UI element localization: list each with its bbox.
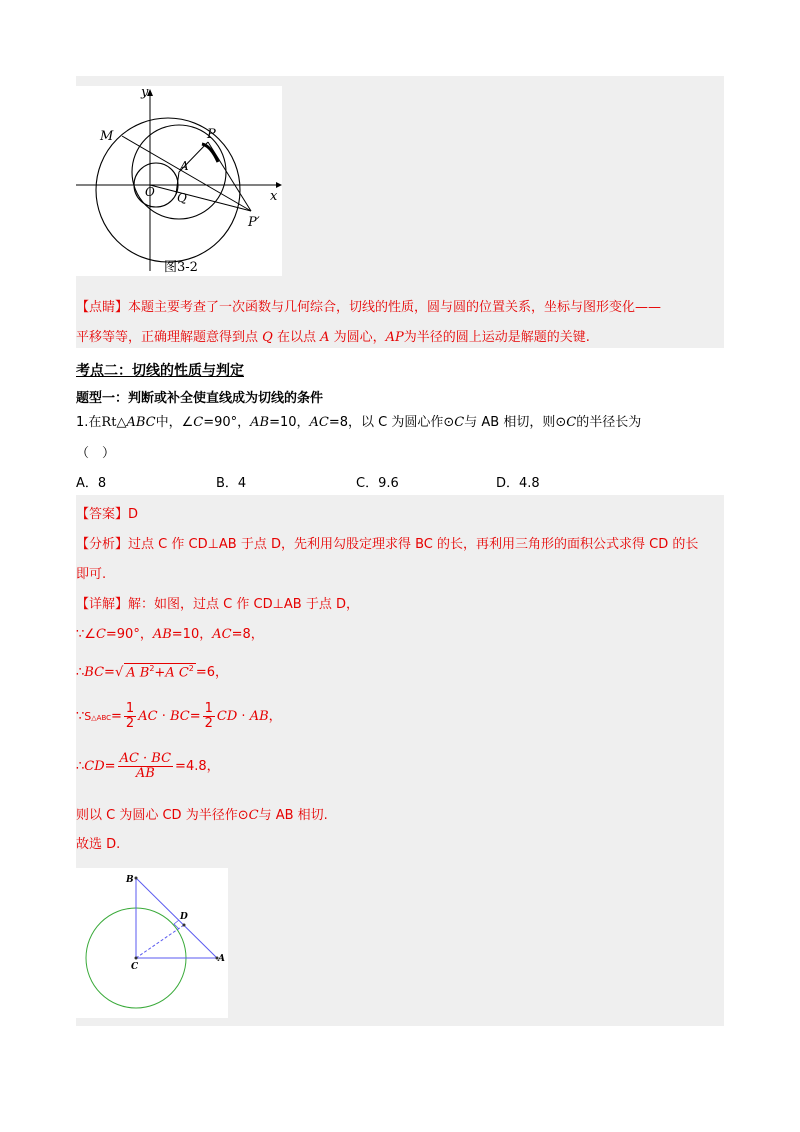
question-eq90: =90°， [203, 415, 251, 430]
question-options [76, 472, 724, 490]
therefore-symbol: ∴ [76, 665, 85, 680]
fig1-label-a: A [180, 159, 189, 173]
fig1-label-o: O [145, 185, 155, 199]
triangle-symbol: △ [116, 415, 127, 430]
option-c[interactable]: C．9.6 [356, 476, 399, 491]
cd-fraction-den: AB [135, 766, 155, 781]
detail-eq: = [104, 665, 115, 680]
square-1: 2 [149, 663, 155, 673]
question-text-4: 与 AB 相切，则 [464, 415, 556, 430]
question-text-5: 的半径长为 [576, 415, 642, 430]
detail-line-1 [76, 593, 359, 612]
option-d[interactable]: D．4.8 [496, 476, 540, 491]
fig1-label-p-prime: P′ [248, 215, 260, 230]
circle-symbol: ⊙ [443, 415, 455, 430]
question-ac: AC [309, 415, 329, 430]
half-1-den: 2 [125, 716, 135, 731]
fig2-label-c: C [131, 962, 139, 972]
question-c: C [193, 415, 204, 430]
area-ac: AC [138, 709, 158, 724]
question-abc: ABC [126, 415, 156, 430]
detail-angle: ∠ [84, 627, 96, 642]
area-bc: BC [169, 709, 190, 724]
cd-eq: = [104, 759, 116, 774]
question-text-2: 中， [155, 415, 182, 430]
question-number: 1. [76, 415, 89, 430]
detail-conclusion-2: 与 AB 相切. [258, 808, 328, 823]
dianjing-tag: 【点睛】 [76, 300, 129, 315]
figure-3-2 [76, 86, 282, 276]
detail-eq90: =90°， [105, 627, 153, 642]
question-c3: C [566, 415, 577, 430]
option-a[interactable]: A．8 [76, 476, 107, 491]
half-2-den: 2 [204, 716, 213, 731]
dianjing-ap: AP [385, 330, 404, 345]
detail-text-1: 解：如图，过点 C 作 CD⊥AB 于点 D， [128, 597, 359, 612]
area-end: ， [268, 709, 282, 724]
sqrt-radicand [124, 663, 196, 680]
detail-bc-result: =6， [195, 665, 229, 680]
figure-tangent [76, 868, 228, 1018]
radicand-ab: A B [126, 665, 150, 680]
detail-eq8: =8， [231, 627, 264, 642]
dianjing-line-2 [76, 326, 590, 345]
detail-c: C [95, 627, 106, 642]
fig1-label-p: P [207, 127, 216, 142]
question-stem [76, 411, 641, 430]
detail-c-final: C [248, 808, 259, 823]
angle-symbol: ∠ [181, 415, 194, 430]
detail-eq10: =10， [171, 627, 213, 642]
fig1-label-q: Q [177, 191, 187, 205]
answer-tag: 【答案】 [76, 507, 129, 522]
half-2-num: 1 [204, 701, 213, 716]
question-text-3: 以 C 为圆心作 [361, 415, 444, 430]
dot-1: · [161, 709, 166, 724]
question-eq10: =10， [269, 415, 310, 430]
question-eq8: =8， [328, 415, 362, 430]
area-s: S [84, 710, 92, 723]
plus-sign: + [154, 665, 166, 680]
area-eq-2: = [189, 709, 201, 724]
detail-line-2 [76, 623, 264, 642]
analysis-line-2: 即可. [76, 567, 107, 582]
circle-symbol-2: ⊙ [555, 415, 567, 430]
detail-tag: 【详解】 [76, 597, 129, 612]
dot-2: · [241, 709, 246, 724]
figure-3-2-diagram [76, 86, 282, 276]
detail-bc: BC [84, 665, 105, 680]
dianjing-text-2d: 为半径的圆上运动是解题的关键. [403, 330, 590, 345]
area-eq: = [111, 709, 122, 724]
fig1-caption: 图3-2 [164, 260, 198, 275]
area-ab: AB [249, 709, 269, 724]
answer-text: D [128, 507, 139, 522]
detail-line-4 [76, 702, 282, 731]
detail-line-6 [76, 804, 328, 823]
dianjing-text-1: 本题主要考查了一次函数与几何综合，切线的性质，圆与圆的位置关系，坐标与图形变化—— [128, 300, 662, 315]
cd-fraction-num: AC · BC [119, 751, 172, 766]
detail-line-5 [76, 752, 220, 781]
fig1-label-x: x [270, 189, 278, 204]
detail-ac: AC [212, 627, 232, 642]
detail-ab: AB [152, 627, 172, 642]
section-heading-tixing: 题型一：判断或补全使直线成为切线的条件 [76, 391, 324, 406]
question-text-1: 在 [88, 415, 102, 430]
detail-line-7: 故选 D. [76, 837, 121, 852]
dianjing-line-1 [76, 296, 661, 315]
because-symbol-2: ∵ [76, 709, 85, 724]
fig1-label-y: y [141, 86, 149, 100]
area-subscript: △ABC [91, 714, 112, 722]
question-paren: （ ） [76, 446, 116, 461]
cd-fraction [118, 752, 173, 781]
dianjing-q: Q [262, 330, 273, 345]
therefore-symbol-2: ∴ [76, 759, 85, 774]
fig2-label-d: D [180, 912, 188, 922]
square-2: 2 [188, 663, 194, 673]
question-c2: C [454, 415, 465, 430]
dianjing-text-2c: 为圆心， [329, 330, 386, 345]
cd-result: =4.8， [175, 759, 220, 774]
figure-tangent-diagram [76, 868, 228, 1018]
analysis-text-1: 过点 C 作 CD⊥AB 于点 D，先利用勾股定理求得 BC 的长，再利用三角形的面积公式求得 CD 的长 [128, 537, 699, 552]
question-rt: Rt [101, 415, 117, 430]
section-heading-kaodian: 考点二：切线的性质与判定 [76, 363, 244, 379]
detail-conclusion-1: 则以 C 为圆心 CD 为半径作 [76, 808, 238, 823]
radicand-ac: A C [165, 665, 189, 680]
fraction-half-1 [124, 702, 136, 731]
fraction-half-2 [203, 702, 215, 731]
half-1-num: 1 [125, 701, 135, 716]
because-symbol: ∵ [76, 627, 85, 642]
cd-lhs: CD [84, 759, 105, 774]
circle-symbol-3: ⊙ [237, 808, 249, 823]
dianjing-a: A [320, 330, 330, 345]
area-cd: CD [216, 709, 238, 724]
detail-line-3: ∴BC=√ A $B^2+A$ $C^2 =6$， [76, 663, 229, 680]
fig2-label-b: B [126, 875, 134, 885]
dianjing-text-2a: 平移等等，正确理解题意得到点 [76, 330, 263, 345]
fig2-label-a: A [218, 954, 225, 964]
question-ab: AB [250, 415, 270, 430]
dianjing-text-2b: 在以点 [272, 330, 321, 345]
fig1-label-m: M [100, 129, 114, 144]
analysis-tag: 【分析】 [76, 537, 129, 552]
analysis-line-1 [76, 533, 698, 552]
option-b[interactable]: B．4 [216, 476, 247, 491]
answer-line [76, 503, 138, 522]
